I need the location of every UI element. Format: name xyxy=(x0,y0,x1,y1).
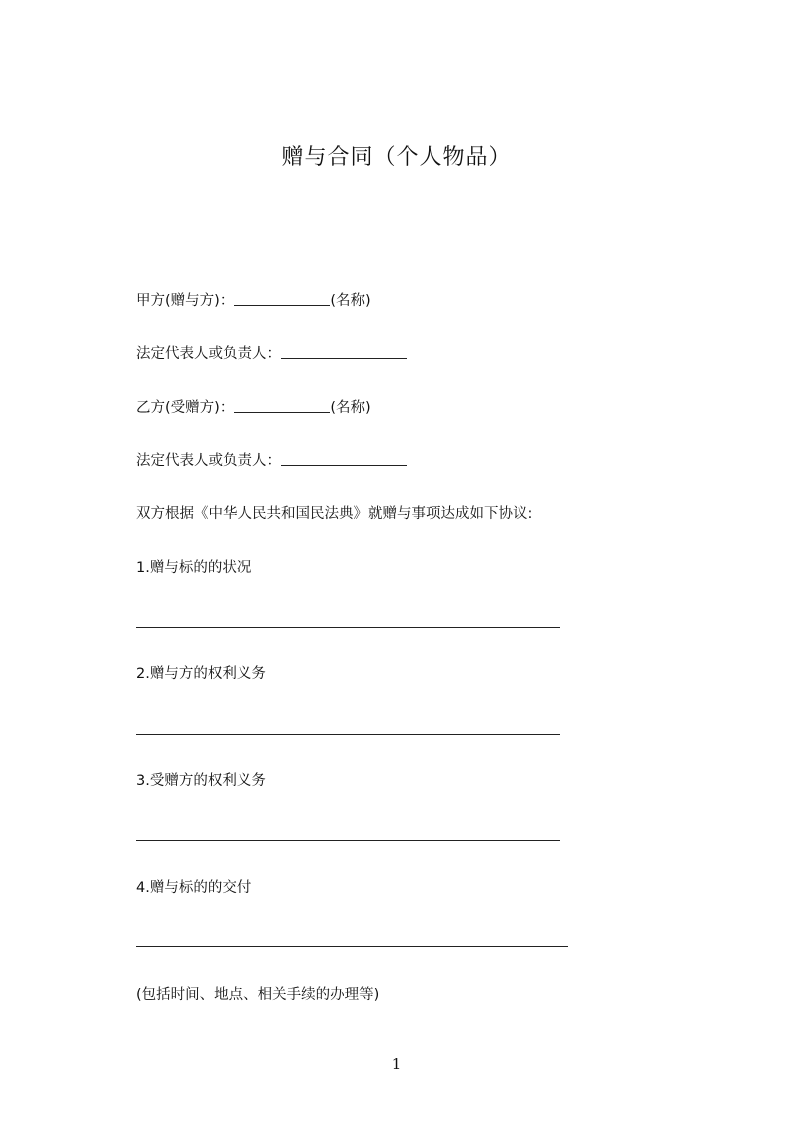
clause-3-heading: 3.受赠方的权利义务 xyxy=(136,773,266,789)
party-a-suffix: (名称) xyxy=(330,293,371,309)
clause-2-heading: 2.赠与方的权利义务 xyxy=(136,666,266,682)
party-b-name-blank xyxy=(234,398,330,413)
clause-1-heading: 1.赠与标的的状况 xyxy=(136,560,252,576)
party-b-line xyxy=(136,398,371,418)
clause-3-fill-line xyxy=(136,840,560,841)
party-b-suffix: (名称) xyxy=(330,400,371,416)
party-a-representative-line xyxy=(136,344,407,364)
party-a-representative-blank xyxy=(281,344,407,359)
delivery-note: (包括时间、地点、相关手续的办理等) xyxy=(136,987,380,1003)
party-a-line xyxy=(136,291,371,311)
document-title: 赠与合同（个人物品） xyxy=(281,145,512,170)
party-b-representative-label: 法定代表人或负责人： xyxy=(136,453,281,469)
agreement-intro: 双方根据《中华人民共和国民法典》就赠与事项达成如下协议: xyxy=(136,506,533,522)
party-b-representative-line xyxy=(136,451,407,471)
party-a-label: 甲方(赠与方)： xyxy=(136,293,235,309)
clause-4-fill-line xyxy=(136,946,568,947)
clause-4-heading: 4.赠与标的的交付 xyxy=(136,880,252,896)
page-number: 1 xyxy=(391,1055,402,1073)
clause-1-fill-line xyxy=(136,627,560,628)
party-a-representative-label: 法定代表人或负责人： xyxy=(136,346,281,362)
party-b-representative-blank xyxy=(281,451,407,466)
party-a-name-blank xyxy=(234,291,330,306)
party-b-label: 乙方(受赠方)： xyxy=(136,400,235,416)
clause-2-fill-line xyxy=(136,734,560,735)
